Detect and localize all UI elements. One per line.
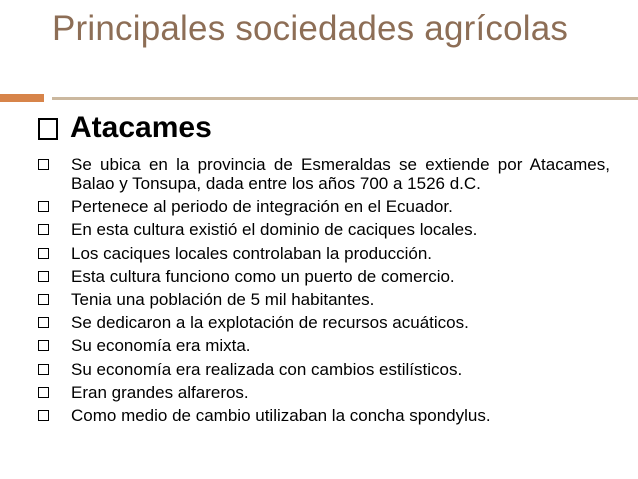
square-bullet-icon (38, 248, 49, 259)
list-item (38, 267, 610, 286)
list-item (38, 197, 610, 216)
square-bullet-icon (38, 201, 49, 212)
list-item (38, 220, 610, 239)
slide-title: Principales sociedades agrícolas (52, 9, 569, 48)
square-bullet-icon (38, 224, 49, 235)
list-item (38, 406, 610, 425)
list-item-text: Pertenece al periodo de integración en el Ecuador. (71, 197, 453, 217)
list-item (38, 313, 610, 332)
list-item (38, 290, 610, 309)
title-divider-line (52, 97, 638, 100)
list-item (38, 336, 610, 355)
section-heading (38, 110, 212, 146)
section-heading-text: Atacames (70, 111, 212, 144)
square-bullet-icon (38, 387, 49, 398)
square-bullet-icon (38, 364, 49, 375)
list-item-text: Como medio de cambio utilizaban la concha spondylus. (71, 405, 491, 425)
list-item-text: Esta cultura funciono como un puerto de comercio. (71, 266, 455, 286)
list-item-text: Tenia una población de 5 mil habitantes. (71, 289, 375, 309)
square-bullet-icon (38, 271, 49, 282)
square-bullet-icon (38, 340, 49, 351)
bullet-list (38, 155, 610, 429)
list-item-text: Su economía era mixta. (71, 336, 251, 356)
list-item (38, 155, 610, 193)
square-bullet-icon (38, 317, 49, 328)
square-bullet-icon (38, 159, 49, 170)
list-item-text: Eran grandes alfareros. (71, 382, 249, 402)
list-item-text: Se ubica en la provincia de Esmeraldas se extiende por Atacames, Balao y Tonsupa, dada entre los años 700 a 1526 d.C. (71, 155, 610, 193)
list-item-text: Se dedicaron a la explotación de recursos acuáticos. (71, 313, 469, 333)
list-item-text: Los caciques locales controlaban la producción. (71, 243, 433, 263)
list-item-text: Su economía era realizada con cambios estilísticos. (71, 359, 463, 379)
list-item (38, 360, 610, 379)
square-bullet-icon (38, 118, 58, 140)
square-bullet-icon (38, 410, 49, 421)
list-item-text: En esta cultura existió el dominio de caciques locales. (71, 220, 478, 240)
title-accent-bar (0, 94, 44, 102)
square-bullet-icon (38, 294, 49, 305)
list-item (38, 383, 610, 402)
list-item (38, 244, 610, 263)
